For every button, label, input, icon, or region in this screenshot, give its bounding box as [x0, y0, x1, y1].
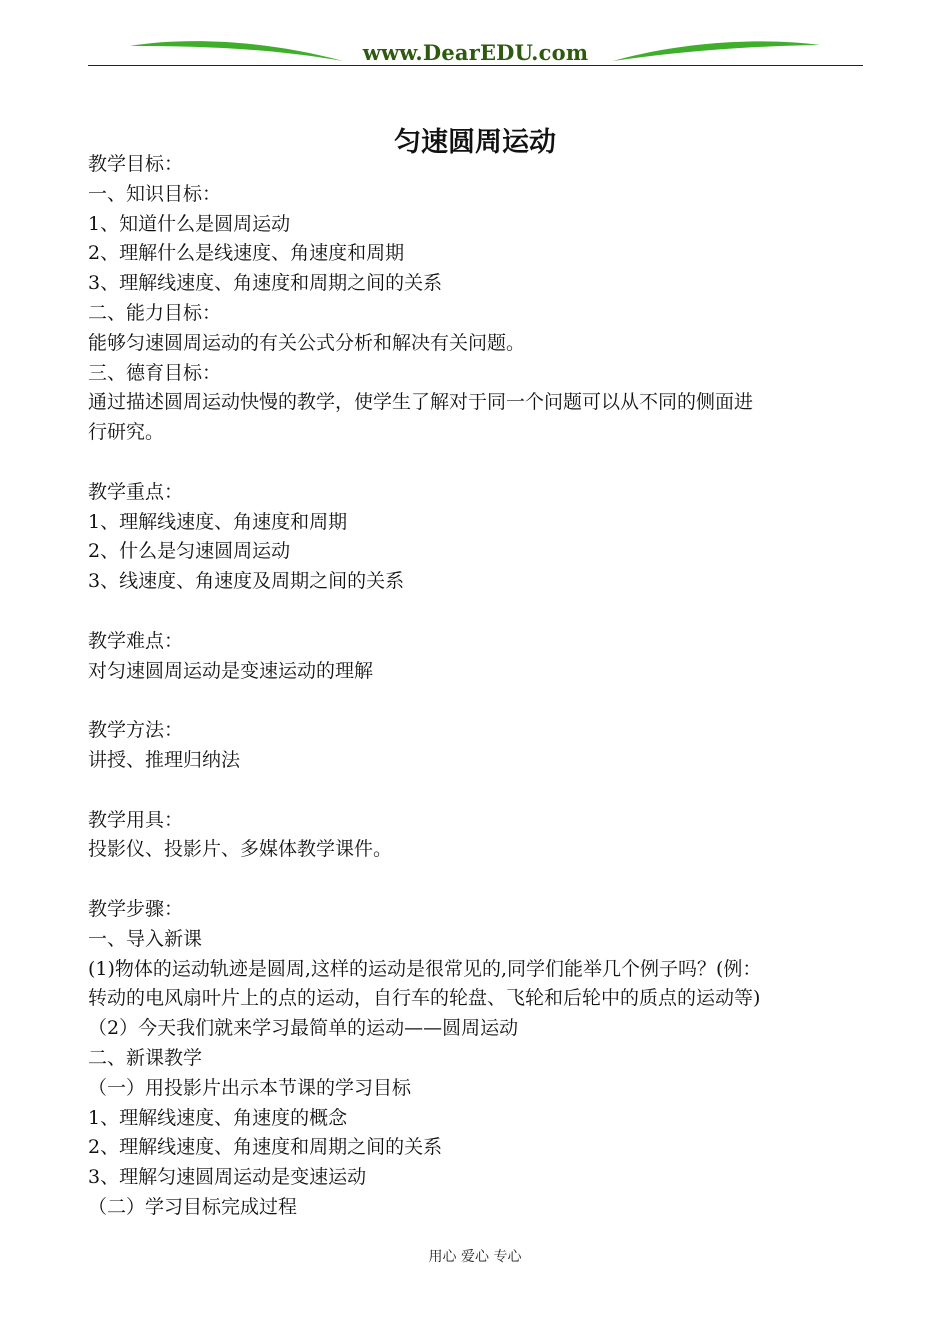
body-line: 一、知识目标： [88, 182, 222, 205]
body-line: （2）今天我们就来学习最简单的运动——圆周运动 [88, 1017, 519, 1040]
body-line: 一、导入新课 [88, 927, 203, 950]
body-line: （一）用投影片出示本节课的学习目标 [88, 1076, 412, 1099]
blank-line [88, 776, 868, 806]
blank-line [88, 597, 868, 627]
body-line: 3、理解线速度、角速度和周期之间的关系 [88, 272, 443, 295]
body-line: 教学重点： [88, 480, 184, 503]
body-line: 1、理解线速度、角速度的概念 [88, 1106, 348, 1129]
body-line: 教学难点： [88, 629, 184, 652]
body-line: 转动的电风扇叶片上的点的运动，自行车的轮盘、飞轮和后轮中的质点的运动等) [88, 987, 761, 1010]
page-header [88, 34, 863, 74]
body-line: 讲授、推理归纳法 [88, 748, 241, 771]
body-line: 二、新课教学 [88, 1046, 203, 1069]
body-line: 通过描述圆周运动快慢的教学，使学生了解对于同一个问题可以从不同的侧面进 [88, 391, 754, 414]
blank-line [88, 448, 868, 478]
body-line: 1、理解线速度、角速度和周期 [88, 510, 348, 533]
body-line: 教学用具： [88, 808, 184, 831]
document-title: 匀速圆周运动 [394, 127, 556, 158]
body-line: 2、理解线速度、角速度和周期之间的关系 [88, 1136, 443, 1159]
body-line: 3、理解匀速圆周运动是变速运动 [88, 1166, 367, 1189]
body-line: 对匀速圆周运动是变速运动的理解 [88, 659, 374, 682]
body-line: 教学方法： [88, 719, 184, 742]
body-line: 行研究。 [88, 421, 165, 444]
document-body [88, 150, 868, 1223]
header-divider [88, 65, 863, 66]
body-line: 2、什么是匀速圆周运动 [88, 540, 291, 563]
body-line: 三、德育目标： [88, 361, 222, 384]
blank-line [88, 865, 868, 895]
blank-line [88, 686, 868, 716]
body-line: 2、理解什么是线速度、角速度和周期 [88, 242, 405, 265]
body-line: 1、知道什么是圆周运动 [88, 212, 291, 235]
body-line: 3、线速度、角速度及周期之间的关系 [88, 570, 405, 593]
body-line: (1)物体的运动轨迹是圆周,这样的运动是很常见的,同学们能举几个例子吗？(例： [88, 957, 762, 980]
body-line: （二）学习目标完成过程 [88, 1195, 298, 1218]
body-line: 教学目标： [88, 153, 184, 175]
body-line: 二、能力目标： [88, 301, 222, 324]
body-line: 教学步骤： [88, 897, 184, 920]
brand-logo-text: www.DearEDU.com [362, 40, 589, 65]
page-footer: 用心 爱心 专心 [428, 1249, 522, 1265]
body-line: 投影仪、投影片、多媒体教学课件。 [88, 838, 393, 861]
body-line: 能够匀速圆周运动的有关公式分析和解决有关问题。 [88, 331, 526, 354]
